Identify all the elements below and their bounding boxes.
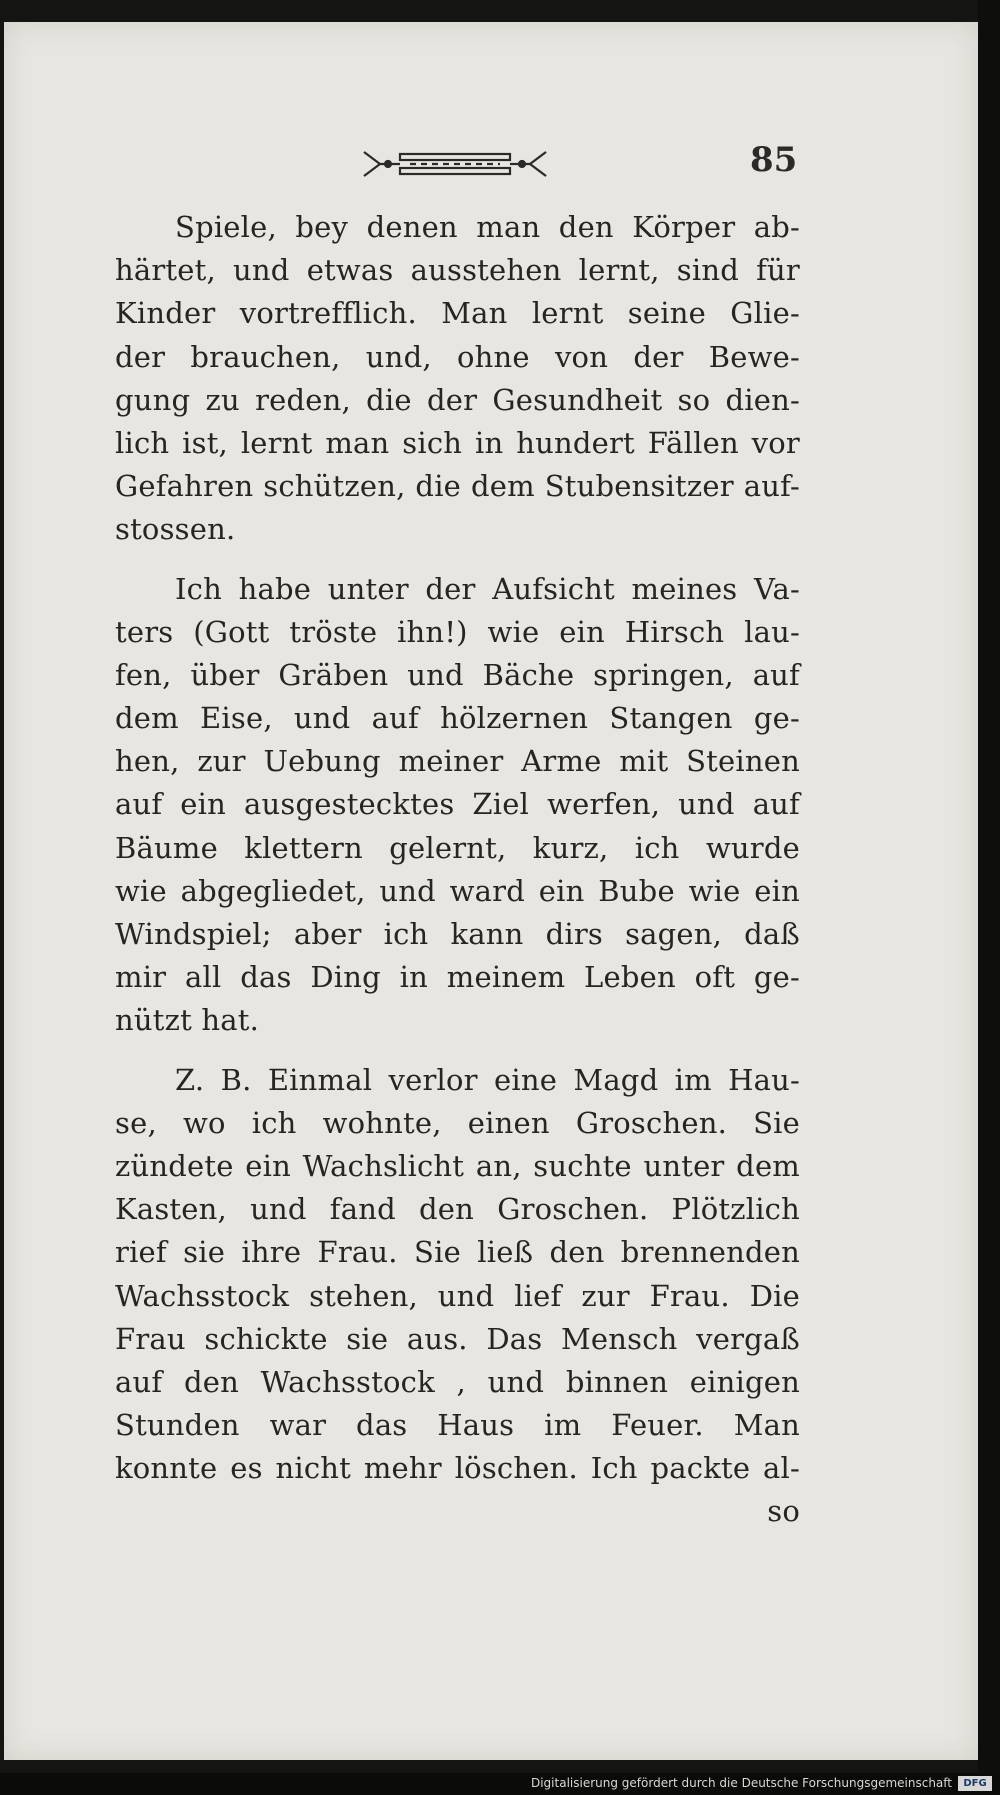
funding-credit: Digitalisierung gefördert durch die Deutsche Forschungsgemeinschaft: [530, 1776, 952, 1790]
text-line: Kasten, und fand den Groschen. Plötzlich: [115, 1192, 800, 1227]
text-line: Bäume klettern gelernt, kurz, ich wurde: [115, 830, 800, 865]
page-edge-shadow: [978, 0, 1000, 1795]
text-line: nützt hat.: [115, 1003, 259, 1038]
text-line: se, wo ich wohnte, einen Groschen. Sie: [115, 1105, 800, 1140]
text-line: Windspiel; aber ich kann dirs sagen, daß: [115, 917, 800, 951]
paragraph: [115, 568, 800, 1043]
text-line: zündete ein Wachslicht an, suchte unter dem: [115, 1148, 800, 1183]
ornament-icon: [360, 146, 550, 182]
text-line: Kinder vortrefflich. Man lernt seine Glie-: [115, 296, 800, 331]
text-line: auf den Wachsstock , und binnen einigen: [115, 1364, 800, 1399]
text-line: ters (Gott tröste ihn!) wie ein Hirsch lau-: [115, 614, 800, 649]
text-line: lich ist, lernt man sich in hundert Fällen vor: [115, 425, 800, 460]
text-line: Ich habe unter der Aufsicht meines Va-: [175, 571, 800, 606]
body-text: [115, 206, 800, 1534]
text-line: Stunden war das Haus im Feuer. Man: [115, 1408, 800, 1443]
text-line: gung zu reden, die der Gesundheit so dien-: [115, 382, 800, 417]
text-line: mir all das Ding in meinem Leben oft ge-: [115, 960, 800, 995]
text-line: hen, zur Uebung meiner Arme mit Steinen: [115, 744, 800, 779]
text-line: stossen.: [115, 512, 236, 547]
text-line: rief sie ihre Frau. Sie ließ den brennenden: [115, 1235, 800, 1270]
text-line: dem Eise, und auf hölzernen Stangen ge-: [115, 701, 800, 736]
text-line: Wachsstock stehen, und lief zur Frau. Die: [115, 1278, 800, 1313]
text-line: auf ein ausgestecktes Ziel werfen, und auf: [115, 787, 800, 822]
text-line: fen, über Gräben und Bäche springen, auf: [115, 657, 800, 692]
text-line: Gefahren schützen, die dem Stubensitzer auf-: [115, 469, 800, 504]
text-line: härtet, und etwas ausstehen lernt, sind für: [115, 253, 800, 288]
dfg-logo: DFG: [958, 1776, 992, 1791]
text-line: Z. B. Einmal verlor eine Magd im Hau-: [175, 1062, 800, 1097]
text-line: konnte es nicht mehr löschen. Ich packte al-: [115, 1451, 800, 1486]
catchword: so: [767, 1494, 800, 1529]
text-line: wie abgegliedet, und ward ein Bube wie ein: [115, 873, 800, 908]
paragraph: [115, 1059, 800, 1491]
text-line: Frau schickte sie aus. Das Mensch vergaß: [115, 1321, 800, 1356]
page-number: 85: [750, 140, 798, 180]
text-line: Spiele, bey denen man den Körper ab-: [175, 210, 800, 244]
page-header: [360, 140, 810, 190]
paragraph: [115, 206, 800, 552]
text-line: der brauchen, und, ohne von der Bewe-: [115, 339, 800, 374]
digitization-footer: [0, 1773, 1000, 1795]
